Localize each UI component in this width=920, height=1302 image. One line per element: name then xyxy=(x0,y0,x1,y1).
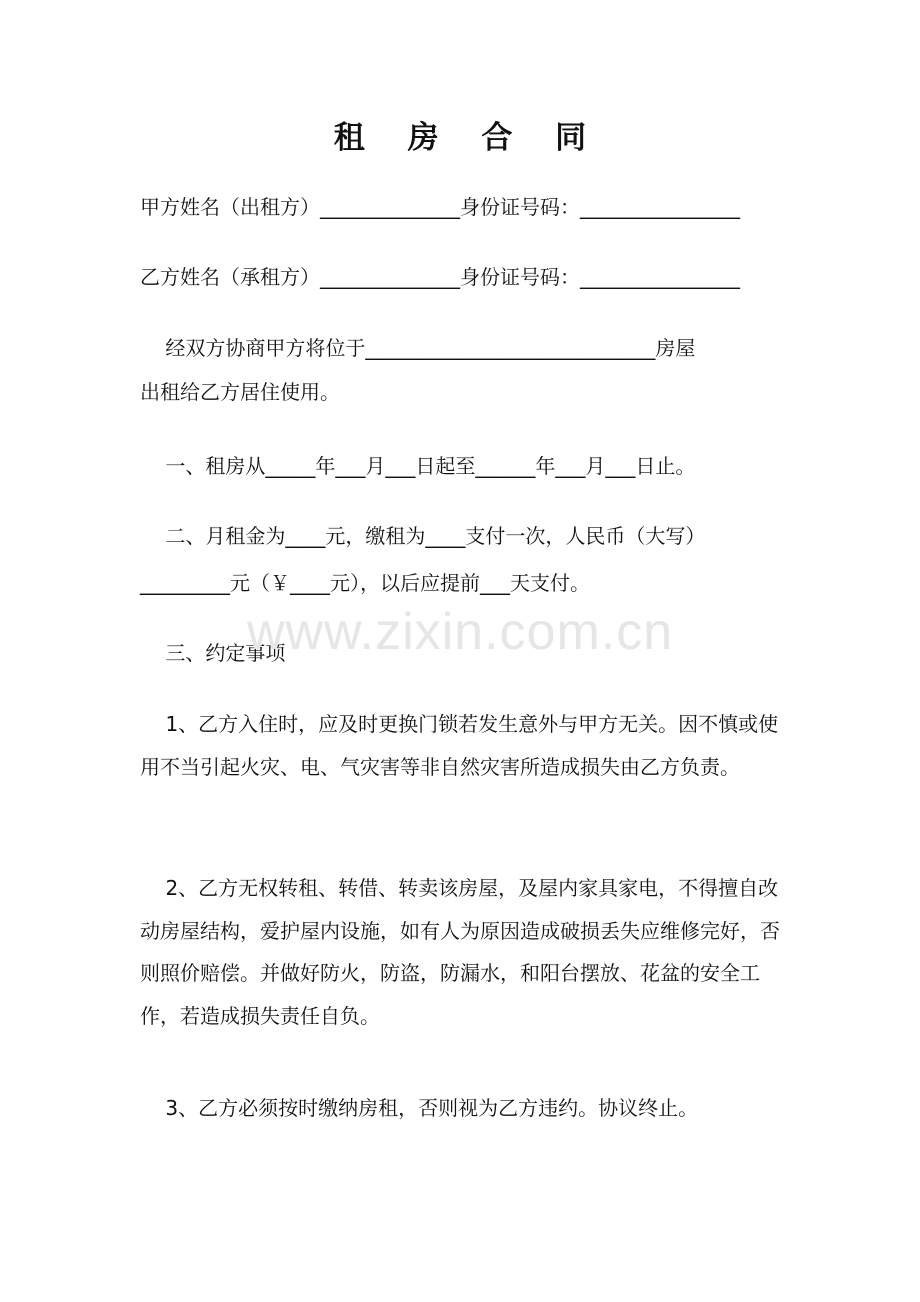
agreement-item-3: 3、乙方必须按时缴纳房租，否则视为乙方违约。协议终止。 xyxy=(140,1096,699,1120)
document-title: 租 房 合 同 xyxy=(333,120,603,156)
party-b-line: 乙方姓名（承租方）______________身份证号码：________________ xyxy=(140,265,740,289)
intro-line-1: 经双方协商甲方将位于_____________________________房屋 xyxy=(140,336,696,360)
clause-3-heading: 三、约定事项 xyxy=(140,641,286,665)
agreement-item-2: 2、乙方无权转租、转借、转卖该房屋，及屋内家具家电，不得擅自改动房屋结构，爱护屋内设施，如有人为原因造成破损丢失应维修完好，否则照价赔偿。并做好防火，防盗，防漏水，和阳台摆放、花盆的安全工作，若造成损失责任自负。 xyxy=(140,876,780,1028)
agreement-item-1: 1、乙方入住时，应及时更换门锁若发生意外与甲方无关。因不慎或使用不当引起火灾、电、气灾害等非自然灾害所造成损失由乙方负责。 xyxy=(140,712,779,779)
intro-line-2: 出租给乙方居住使用。 xyxy=(140,380,340,404)
clause-2-line-1: 二、月租金为____元，缴租为____支付一次，人民币（大写） xyxy=(140,524,706,548)
party-a-line: 甲方姓名（出租方）______________身份证号码：________________ xyxy=(140,195,740,219)
clause-2-line-2: _________元（￥____元），以后应提前___天支付。 xyxy=(140,571,590,595)
clause-1-term: 一、租房从_____年___月___日起至______年___月___日止。 xyxy=(140,454,696,478)
watermark: www.zixin.com.cn xyxy=(246,603,674,661)
